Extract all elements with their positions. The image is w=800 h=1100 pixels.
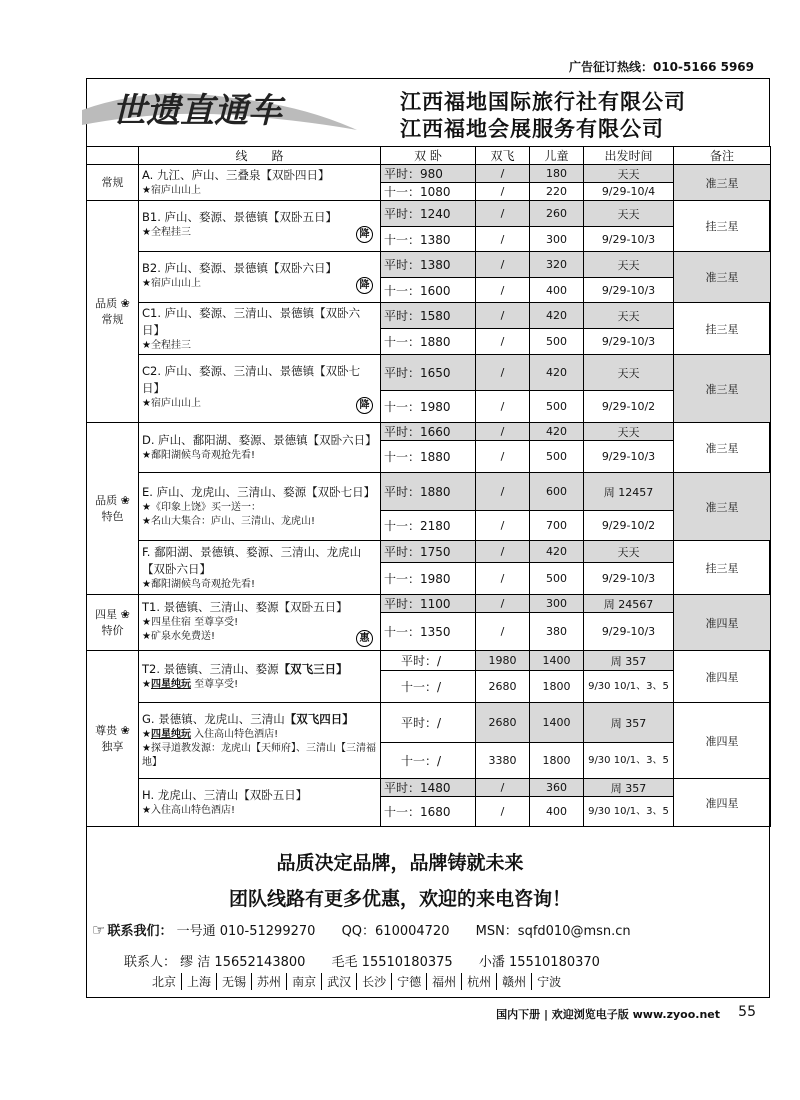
table-row [87,541,771,563]
flight-price: / [476,278,530,303]
route-table [86,146,771,827]
child-price: 1400 [530,651,584,671]
remark: 挂三星 [674,303,771,355]
route-cell [139,165,381,201]
remark: 准三星 [674,252,771,303]
price-holiday: 十一：1380 [381,227,476,252]
departure: 周 24567 [584,595,674,613]
price-holiday: 十一：/ [381,671,476,703]
route-title: H. 龙虎山、三清山【双卧五日】 [142,788,308,802]
people-label: 联系人： [124,955,177,970]
route-cell [139,303,381,355]
child-price: 420 [530,355,584,391]
price-holiday: 十一：1680 [381,797,476,827]
route-note: ★探寻道教发源：龙虎山【天师府】、三清山【三清福地】 [142,743,376,768]
flight-price: / [476,797,530,827]
child-price: 400 [530,278,584,303]
header-remark: 备注 [674,147,771,165]
price-drop-badge: 降 [356,397,373,414]
contact-phone: 一号通 010-51299270 [176,924,316,939]
contact-qq: QQ：610004720 [341,924,450,939]
flight-price: / [476,201,530,227]
price-regular: 平时：1650 [381,355,476,391]
route-note: 惠 ★矿泉水免费送! [142,630,377,644]
remark: 准三星 [674,473,771,541]
route-note: ★全程挂三 [142,339,191,351]
city: 宁德 [391,973,426,990]
flight-price: / [476,779,530,797]
logo-text: 世遗直通车 [112,91,282,131]
contact-line [92,920,732,939]
price-holiday: 十一：2180 [381,511,476,541]
route-note: ★鄱阳湖候鸟奇观抢先看! [142,450,255,461]
flight-price: 2680 [476,671,530,703]
table-row [87,201,771,227]
table-row [87,252,771,278]
route-cell [139,252,381,303]
departure: 天天 [584,303,674,329]
price-holiday: 十一：1880 [381,441,476,473]
city: 长沙 [356,973,391,990]
company-name-2: 江西福地会展服务有限公司 [400,116,664,141]
flight-price: / [476,252,530,278]
route-note: ★名山大集合：庐山、三清山、龙虎山! [142,516,315,527]
child-price: 420 [530,423,584,441]
page-number: 55 [738,1004,756,1020]
category-cell: 常规 [87,165,139,201]
child-price: 380 [530,613,584,651]
contact-people [124,951,622,970]
table-row [87,423,771,441]
departure: 9/29-10/3 [584,441,674,473]
table-row [87,473,771,511]
category-cell: 品质 ❀ 常规 [87,201,139,423]
city: 宁波 [531,973,566,990]
table-row [87,165,771,183]
header-flight: 双飞 [476,147,530,165]
child-price: 260 [530,201,584,227]
table-header-row [87,147,771,165]
route-note: ★入住高山特色酒店! [142,805,235,816]
flight-price: 3380 [476,743,530,779]
pointing-hand-icon: ☞ [92,921,106,939]
header-route: 线 路 [139,147,381,165]
child-price: 180 [530,165,584,183]
route-title: E. 庐山、龙虎山、三清山、婺源【双卧七日】 [142,485,376,499]
category-cell: 品质 ❀ 特色 [87,423,139,595]
route-note: 降 ★全程挂三 [142,226,377,240]
remark: 准四星 [674,651,771,703]
child-price: 500 [530,329,584,355]
child-price: 300 [530,227,584,252]
category-cell: 四星 ❀ 特价 [87,595,139,651]
flight-price: 2680 [476,703,530,743]
slogan-line-1: 品质决定品牌，品牌铸就未来 [276,852,524,874]
route-title: T1. 景德镇、三清山、婺源【双卧五日】 [142,599,348,614]
flight-price: / [476,183,530,201]
company-name-1: 江西福地国际旅行社有限公司 [400,89,686,114]
price-regular: 平时：1580 [381,303,476,329]
child-price: 320 [530,252,584,278]
route-cell [139,201,381,252]
price-drop-badge: 降 [356,226,373,243]
city: 无锡 [216,973,251,990]
departure: 9/29-10/3 [584,227,674,252]
route-note: ★四星纯玩 入住高山特色酒店! [142,729,279,740]
child-price: 500 [530,441,584,473]
route-title: A. 九江、庐山、三叠泉【双卧四日】 [142,168,330,182]
flight-price: / [476,303,530,329]
route-note: ★宿庐山山上 [142,185,201,196]
route-title: B2. 庐山、婺源、景德镇【双卧六日】 [142,261,338,275]
table-row [87,595,771,613]
child-price: 500 [530,563,584,595]
child-price: 500 [530,391,584,423]
brand-logo [72,80,362,148]
child-price: 1800 [530,743,584,779]
price-holiday: 十一：1080 [381,183,476,201]
flight-price: / [476,541,530,563]
remark: 挂三星 [674,541,771,595]
route-cell [139,541,381,595]
flight-price: / [476,391,530,423]
departure: 9/29-10/3 [584,329,674,355]
price-holiday: 十一：1600 [381,278,476,303]
route-cell [139,473,381,541]
child-price: 300 [530,595,584,613]
child-price: 1400 [530,703,584,743]
header-blank [87,147,139,165]
price-regular: 平时：/ [381,651,476,671]
city: 上海 [181,973,216,990]
price-drop-badge: 降 [356,277,373,294]
header-child: 儿童 [530,147,584,165]
flight-price: / [476,473,530,511]
child-price: 700 [530,511,584,541]
departure: 9/29-10/2 [584,511,674,541]
price-holiday: 十一：1880 [381,329,476,355]
remark: 准三星 [674,423,771,473]
child-price: 1800 [530,671,584,703]
city: 苏州 [251,973,286,990]
price-regular: 平时：1880 [381,473,476,511]
departure: 9/29-10/2 [584,391,674,423]
route-title: C2. 庐山、婺源、三清山、景德镇【双卧七日】 [142,364,361,395]
child-price: 360 [530,779,584,797]
route-cell [139,779,381,827]
flight-price: / [476,511,530,541]
child-price: 420 [530,541,584,563]
departure: 9/29-10/3 [584,613,674,651]
departure: 天天 [584,541,674,563]
remark: 挂三星 [674,201,771,252]
departure: 天天 [584,165,674,183]
flight-price: 1980 [476,651,530,671]
route-cell [139,423,381,473]
route-note: ★四星纯玩 至尊享受! [142,679,239,690]
price-regular: 平时：/ [381,703,476,743]
route-cell [139,595,381,651]
flight-price: / [476,613,530,651]
departure: 天天 [584,355,674,391]
flight-price: / [476,165,530,183]
route-title: B1. 庐山、婺源、景德镇【双卧五日】 [142,210,338,224]
route-title: G. 景德镇、龙虎山、三清山【双飞四日】 [142,712,354,726]
departure: 9/30 10/1、3、5 [584,671,674,703]
city: 武汉 [321,973,356,990]
flight-price: / [476,441,530,473]
flight-price: / [476,355,530,391]
price-regular: 平时：1380 [381,252,476,278]
price-regular: 平时：980 [381,165,476,183]
route-note: ★《印象上饶》买一送一： [142,502,261,513]
contact-person-2: 毛毛 15510180375 [331,955,453,970]
departure: 9/29-10/3 [584,563,674,595]
city: 南京 [286,973,321,990]
table-row [87,779,771,797]
city: 杭州 [461,973,496,990]
route-title: T2. 景德镇、三清山、婺源【双飞三日】 [142,662,348,676]
departure: 9/29-10/4 [584,183,674,201]
departure: 9/30 10/1、3、5 [584,797,674,827]
route-note: 降 ★宿庐山山上 [142,277,377,291]
route-cell [139,651,381,703]
ad-hotline: 广告征订热线：010-5166 5969 [568,60,754,74]
route-note: ★四星住宿 至尊享受! [142,616,239,628]
route-title: C1. 庐山、婺源、三清山、景德镇【双卧六日】 [142,305,361,337]
route-title: F. 鄱阳湖、景德镇、婺源、三清山、龙虎山【双卧六日】 [142,544,362,576]
city: 赣州 [496,973,531,990]
category-cell: 尊贵 ❀ 独享 [87,651,139,827]
departure: 天天 [584,201,674,227]
departure: 天天 [584,423,674,441]
price-regular: 平时：1480 [381,779,476,797]
child-price: 600 [530,473,584,511]
contact-msn: MSN：sqfd010@msn.cn [475,924,631,939]
contact-person-1: 缪 洁 15652143800 [180,955,306,970]
route-note: ★鄱阳湖候鸟奇观抢先看! [142,578,255,590]
footer-text: 国内下册 | 欢迎浏览电子版 www.zyoo.net [496,1008,720,1021]
table-row [87,303,771,329]
discount-badge: 惠 [356,630,373,647]
departure: 天天 [584,252,674,278]
price-holiday: 十一：/ [381,743,476,779]
remark: 准四星 [674,779,771,827]
remark: 准四星 [674,703,771,779]
price-regular: 平时：1660 [381,423,476,441]
child-price: 400 [530,797,584,827]
contact-person-3: 小潘 15510180370 [478,955,600,970]
remark: 准三星 [674,355,771,423]
city: 福州 [426,973,461,990]
city-list [152,973,566,990]
child-price: 420 [530,303,584,329]
flight-price: / [476,329,530,355]
remark: 准四星 [674,595,771,651]
price-holiday: 十一：1980 [381,563,476,595]
route-cell [139,355,381,423]
departure: 周 12457 [584,473,674,511]
table-row [87,651,771,671]
header-sleeper: 双 卧 [381,147,476,165]
price-regular: 平时：1100 [381,595,476,613]
departure: 周 357 [584,651,674,671]
contact-label: 联系我们： [107,924,173,939]
header-departure: 出发时间 [584,147,674,165]
remark: 准三星 [674,165,771,201]
price-holiday: 十一：1350 [381,613,476,651]
departure: 周 357 [584,703,674,743]
child-price: 220 [530,183,584,201]
route-cell [139,703,381,779]
departure: 9/29-10/3 [584,278,674,303]
table-row [87,703,771,743]
departure: 周 357 [584,779,674,797]
departure: 9/30 10/1、3、5 [584,743,674,779]
price-holiday: 十一：1980 [381,391,476,423]
flight-price: / [476,423,530,441]
city: 北京 [152,975,177,989]
price-regular: 平时：1750 [381,541,476,563]
route-note: 降 ★宿庐山山上 [142,397,377,411]
route-title: D. 庐山、鄱阳湖、婺源、景德镇【双卧六日】 [142,433,377,447]
flight-price: / [476,227,530,252]
slogan-line-2: 团队线路有更多优惠，欢迎的来电咨询！ [228,888,571,910]
flight-price: / [476,563,530,595]
price-regular: 平时：1240 [381,201,476,227]
table-row [87,355,771,391]
flight-price: / [476,595,530,613]
